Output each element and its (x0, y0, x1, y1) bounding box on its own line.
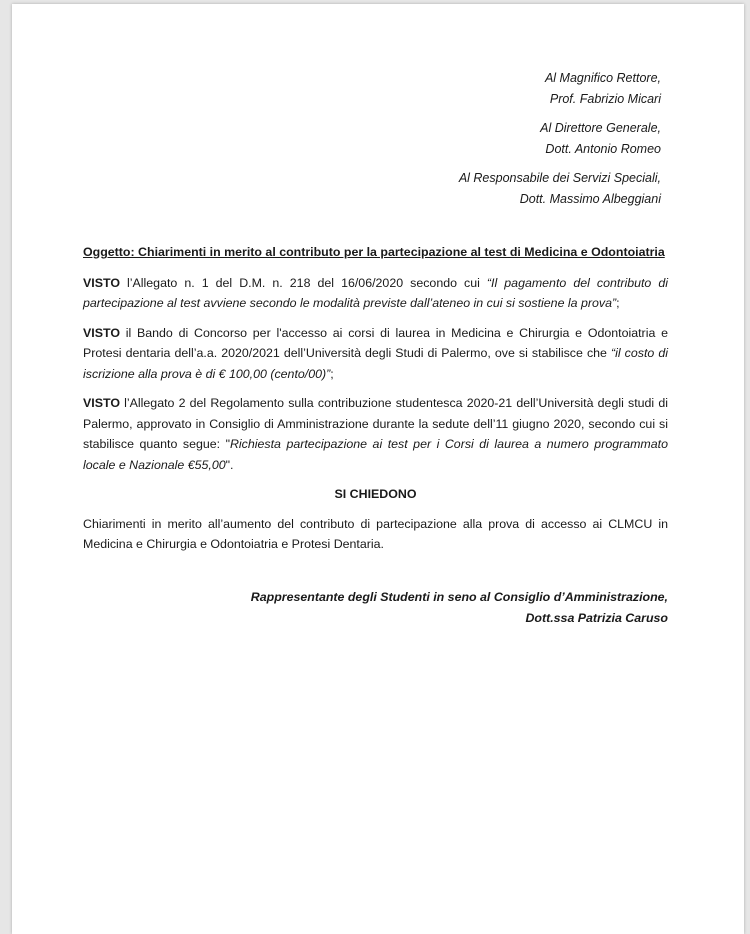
addressee-title: Al Responsabile dei Servizi Speciali, (458, 171, 661, 185)
signature-role: Rappresentante degli Studenti in seno al Consiglio d’Amministrazione, (250, 589, 668, 604)
addressee-name: Dott. Massimo Albeggiani (519, 192, 661, 206)
paragraph-text: il Bando di Concorso per l'accesso ai corsi di laurea in Medicina e Chirurgia e Odontoiatria e Protesi dentaria dell’a.a. 2020/2021 dell’Università degli Studi di Palermo, ove si stabilisce che (83, 325, 668, 360)
addressee-title: Al Direttore Generale, (540, 121, 661, 135)
visto-lead: VISTO (83, 396, 120, 410)
addressee-rector (459, 68, 661, 110)
document-page (12, 4, 744, 934)
paragraph-quote: “Il pagamento del contributo di partecipazione al test avviene secondo le modalità previste dall’ateneo in cui si sostiene la prova” (83, 275, 669, 310)
addressee-special-services (459, 168, 661, 210)
addressee-name: Prof. Fabrizio Micari (549, 92, 661, 106)
visto-lead: VISTO (83, 325, 120, 340)
subject-line: Oggetto: Chiarimenti in merito al contributo per la partecipazione al test di Medicina e Odontoiatria (83, 245, 665, 259)
request-heading: SI CHIEDONO (334, 487, 417, 501)
letter-body (83, 242, 668, 629)
addressees (459, 68, 661, 218)
addressee-name: Dott. Antonio Romeo (545, 142, 661, 156)
paragraph-text: l’Allegato 2 del Regolamento sulla contribuzione studentesca 2020-21 dell’Università degli studi di Palermo, approvato in Consiglio di Amministrazione durante la sedute dell’11 giugno 2020, secondo cui si stabilisce quanto segue: " (83, 396, 668, 451)
signature-name: Dott.ssa Patrizia Caruso (525, 610, 668, 625)
visto-lead: VISTO (83, 275, 120, 290)
paragraph-tail: ; (330, 366, 334, 381)
addressee-director (459, 118, 661, 160)
signature-block (83, 587, 668, 629)
paragraph-tail: ; (616, 296, 620, 310)
visto-paragraph-1 (83, 273, 668, 314)
paragraph-quote: “il costo di iscrizione alla prova è di € 100,00 (cento/00)” (83, 346, 668, 381)
paragraph-quote: Richiesta partecipazione ai test per i Corsi di laurea a numero programmato locale e Nazionale €55,00 (83, 437, 668, 472)
addressee-title: Al Magnifico Rettore, (544, 71, 661, 85)
paragraph-tail: ". (225, 457, 234, 472)
paragraph-text: l’Allegato n. 1 del D.M. n. 218 del 16/06/2020 secondo cui (119, 275, 487, 290)
request-paragraph: Chiarimenti in merito all’aumento del contributo di partecipazione alla prova di accesso ai CLMCU in Medicina e Chirurgia e Odontoiatria e Protesi Dentaria. (83, 516, 668, 551)
visto-paragraph-3 (83, 393, 668, 475)
visto-paragraph-2 (83, 323, 668, 385)
